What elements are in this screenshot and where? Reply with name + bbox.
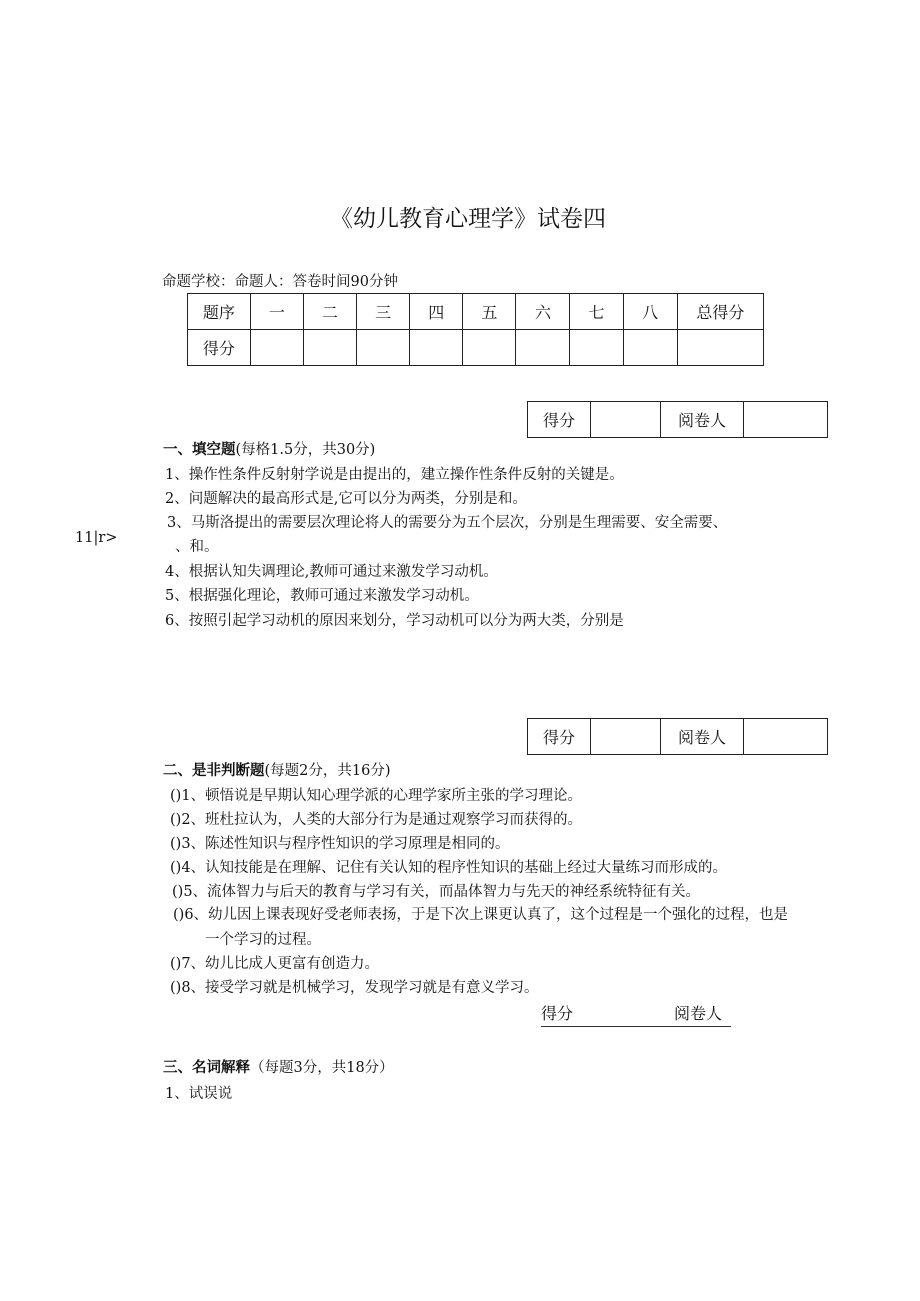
score-table-header: 四 <box>410 294 463 330</box>
score-row-label: 得分 <box>188 330 251 366</box>
grader-line-3 <box>541 1006 731 1027</box>
score-label: 得分 <box>541 1004 574 1023</box>
score-cell[interactable] <box>357 330 410 366</box>
score-cell[interactable] <box>591 719 661 755</box>
section2-title: 二、是非判断题 <box>163 762 265 779</box>
score-table-header: 三 <box>357 294 410 330</box>
score-table <box>187 293 764 366</box>
question-item: 一个学习的过程。 <box>205 932 321 948</box>
score-cell[interactable] <box>463 330 516 366</box>
grader-label: 阅卷人 <box>661 402 744 438</box>
score-cell[interactable] <box>623 330 677 366</box>
section2-note: (每题2分，共16分) <box>264 763 391 779</box>
question-item: 1、试误说 <box>165 1086 233 1102</box>
score-table-header: 七 <box>570 294 623 330</box>
score-table-header: 总得分 <box>677 294 763 330</box>
section1-note: (每格1.5分，共30分) <box>235 442 376 458</box>
grader-cell[interactable] <box>744 402 828 438</box>
score-cell[interactable] <box>677 330 763 366</box>
question-item: ()1、顿悟说是早期认知心理学派的心理学家所主张的学习理论。 <box>170 788 583 804</box>
section3-title: 三、名词解释 <box>163 1059 250 1076</box>
page-title: 《幼儿教育心理学》试卷四 <box>330 206 606 232</box>
score-table-header: 六 <box>516 294 570 330</box>
question-item: ()5、流体智力与后天的教育与学习有关，而晶体智力与先天的神经系统特征有关。 <box>172 884 701 900</box>
score-table-header: 五 <box>463 294 516 330</box>
question-item: ()7、幼儿比成人更富有创造力。 <box>170 956 380 972</box>
score-cell[interactable] <box>250 330 303 366</box>
question-item: ()6、幼儿因上课表现好受老师表扬，于是下次上课更认真了，这个过程是一个强化的过程，也是 <box>173 907 789 923</box>
question-item: 4、根据认知失调理论,教师可通过来激发学习动机。 <box>165 564 498 580</box>
grader-box-1 <box>527 401 828 438</box>
question-item: ()4、认知技能是在理解、记住有关认知的程序性知识的基础上经过大量练习而形成的。 <box>170 860 728 876</box>
question-item: ()8、接受学习就是机械学习，发现学习就是有意义学习。 <box>170 980 539 996</box>
question-item: ()3、陈述性知识与程序性知识的学习原理是相同的。 <box>170 836 510 852</box>
section1-heading <box>163 443 375 458</box>
grader-cell[interactable] <box>744 719 828 755</box>
question-item: 、和。 <box>175 539 219 555</box>
score-table-header: 一 <box>250 294 303 330</box>
grader-box-2 <box>527 718 828 755</box>
score-cell[interactable] <box>516 330 570 366</box>
question-item: 5、根据强化理论，教师可通过来激发学习动机。 <box>165 588 479 604</box>
margin-note: 11|r> <box>75 530 118 546</box>
section3-heading <box>163 1061 394 1076</box>
score-label: 得分 <box>528 719 591 755</box>
grader-label: 阅卷人 <box>674 1004 723 1023</box>
score-table-header: 八 <box>623 294 677 330</box>
section1-title: 一、填空题 <box>163 441 236 458</box>
question-item: 2、问题解决的最高形式是,它可以分为两类，分别是和。 <box>165 491 527 507</box>
score-table-header: 题序 <box>188 294 251 330</box>
grader-label: 阅卷人 <box>661 719 744 755</box>
question-item: 6、按照引起学习动机的原因来划分，学习动机可以分为两大类，分别是 <box>165 613 624 629</box>
score-label: 得分 <box>528 402 591 438</box>
section3-note: （每题3分，共18分） <box>250 1060 394 1076</box>
question-item: 1、操作性条件反射射学说是由提出的，建立操作性条件反射的关键是。 <box>165 467 624 483</box>
score-cell[interactable] <box>591 402 661 438</box>
question-item: ()2、班杜拉认为，人类的大部分行为是通过观察学习而获得的。 <box>170 812 583 828</box>
score-cell[interactable] <box>570 330 623 366</box>
score-table-header: 二 <box>303 294 356 330</box>
question-item: 3、马斯洛提出的需要层次理论将人的需要分为五个层次，分别是生理需要、安全需要、 <box>167 515 728 531</box>
score-cell[interactable] <box>303 330 356 366</box>
section2-heading <box>163 764 391 779</box>
exam-info: 命题学校：命题人：答卷时间90分钟 <box>162 274 398 290</box>
score-cell[interactable] <box>410 330 463 366</box>
